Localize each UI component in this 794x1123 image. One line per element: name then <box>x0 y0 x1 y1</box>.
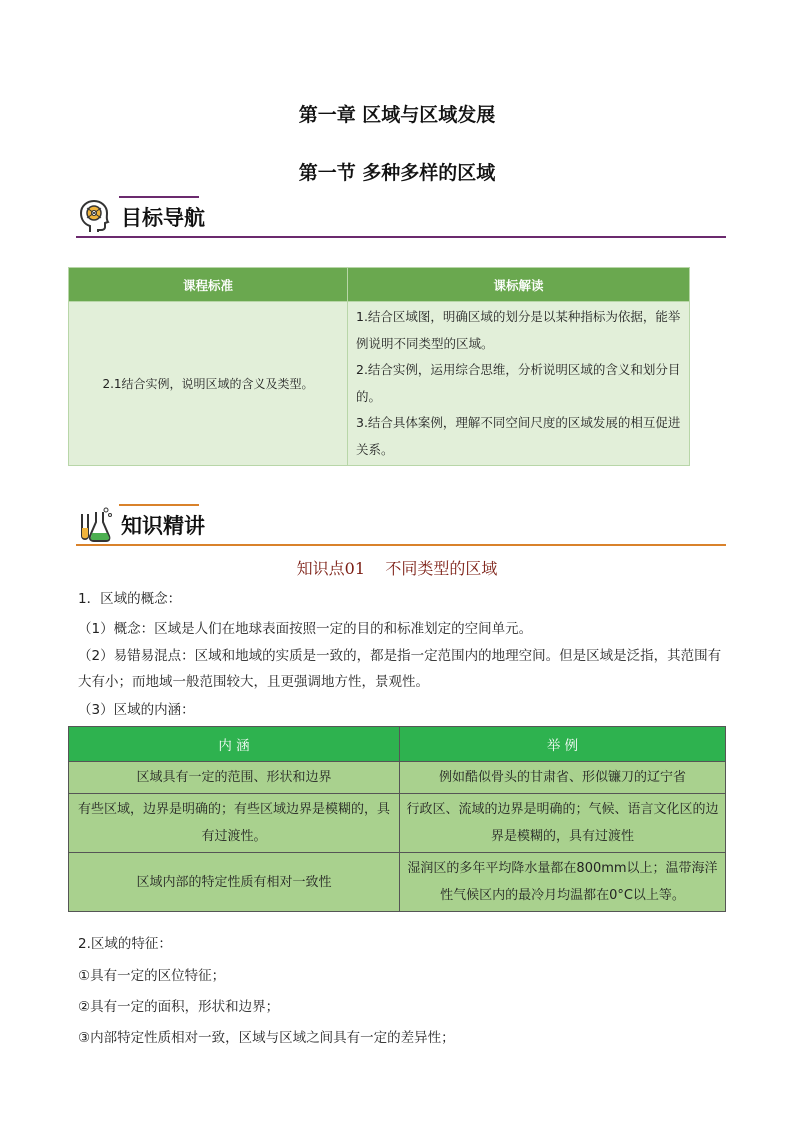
interpretation-3: 3.结合具体案例，理解不同空间尺度的区域发展的相互促进关系。 <box>356 415 681 457</box>
table-row <box>69 853 726 912</box>
example-cell: 例如酷似骨头的甘肃省、形似镰刀的辽宁省 <box>400 762 726 794</box>
example-cell: 行政区、流域的边界是明确的；气候、语言文化区的边界是模糊的，具有过渡性 <box>400 794 726 853</box>
goals-underline <box>76 236 726 238</box>
goals-header-standard: 课程标准 <box>69 268 348 302</box>
head-gear-icon <box>76 198 112 234</box>
connotation-cell: 有些区域，边界是明确的；有些区域边界是模糊的，具有过渡性。 <box>69 794 400 853</box>
knowledge-point-title: 知识点01 不同类型的区域 <box>296 559 498 578</box>
knowledge-heading: 知识精讲 <box>121 514 205 538</box>
item2-title: 2.区域的特征： <box>78 936 172 952</box>
section-title: 第一节 多种多样的区域 <box>298 162 496 184</box>
goals-heading: 目标导航 <box>121 206 205 230</box>
connotation-header: 内 涵 <box>69 727 400 762</box>
item1-title: 1．区域的概念： <box>78 591 182 607</box>
item1-connotation: （3）区域的内涵： <box>78 702 195 718</box>
table-row <box>69 762 726 794</box>
goals-top-bar <box>119 196 199 198</box>
chapter-title: 第一章 区域与区域发展 <box>298 104 496 126</box>
item1-confusion: （2）易错易混点：区域和地域的实质是一致的，都是指一定范围内的地理空间。但是区域是泛指，其范围有大有小；而地域一般范围较大，且更强调地方性，景观性。 <box>78 648 722 690</box>
feature-item: ③内部特定性质相对一致，区域与区域之间具有一定的差异性； <box>78 1030 455 1046</box>
goals-table <box>68 267 690 466</box>
interpretation-2: 2.结合实例，运用综合思维，分析说明区域的含义和划分目的。 <box>356 362 681 404</box>
interpretation-1: 1.结合区域图，明确区域的划分是以某种指标为依据，能举例说明不同类型的区域。 <box>356 309 681 351</box>
feature-item: ①具有一定的区位特征； <box>78 968 226 984</box>
example-cell: 湿润区的多年平均降水量都在800mm以上；温带海洋性气候区内的最冷月均温都在0°C以上等。 <box>400 853 726 912</box>
connotation-table <box>68 726 726 912</box>
knowledge-top-bar <box>119 504 199 506</box>
goals-header <box>76 196 726 238</box>
goals-standard-cell: 2.1结合实例，说明区域的含义及类型。 <box>69 302 348 466</box>
example-header: 举 例 <box>400 727 726 762</box>
knowledge-underline <box>76 544 726 546</box>
flask-icon <box>76 506 112 542</box>
goals-interpretation-cell <box>348 302 690 466</box>
knowledge-header <box>76 504 726 546</box>
connotation-cell: 区域内部的特定性质有相对一致性 <box>69 853 400 912</box>
item1-concept: （1）概念：区域是人们在地球表面按照一定的目的和标准划定的空间单元。 <box>78 621 533 637</box>
connotation-cell: 区域具有一定的范围、形状和边界 <box>69 762 400 794</box>
feature-item: ②具有一定的面积，形状和边界； <box>78 999 280 1015</box>
goals-header-interpretation: 课标解读 <box>348 268 690 302</box>
table-row <box>69 794 726 853</box>
